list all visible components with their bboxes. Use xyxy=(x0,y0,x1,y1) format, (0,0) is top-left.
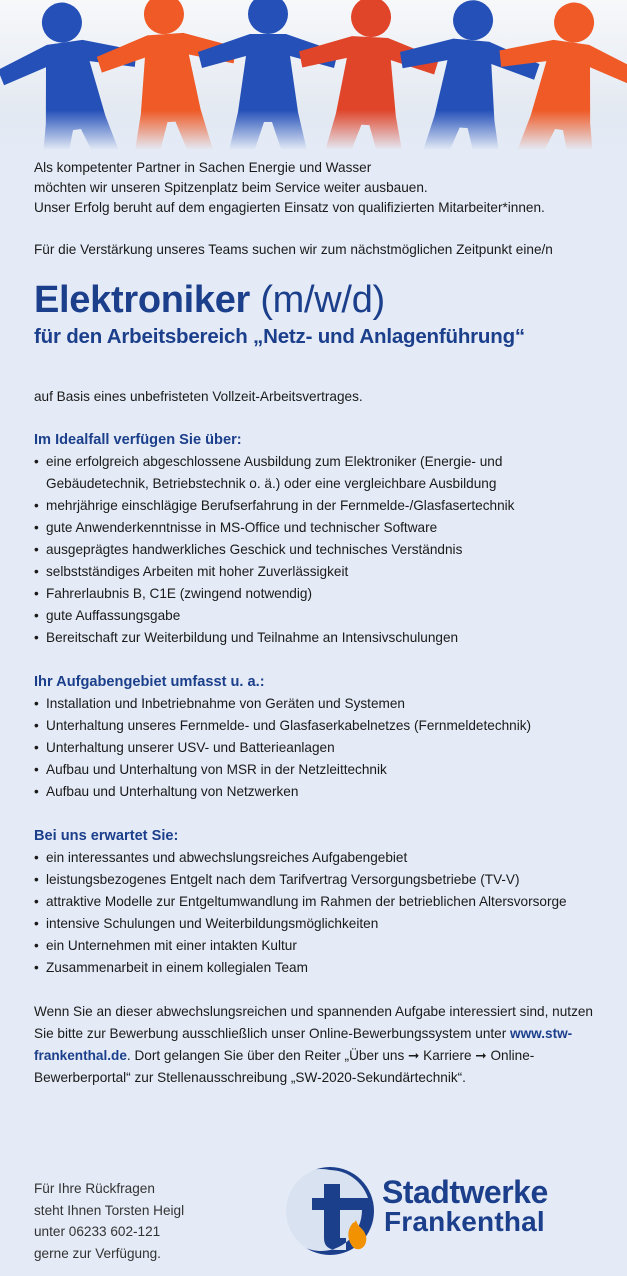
header-image xyxy=(0,0,627,150)
job-title xyxy=(34,278,604,322)
contact-line: Für Ihre Rückfragen xyxy=(34,1181,155,1196)
company-logo xyxy=(282,1162,602,1260)
intro-line: Als kompetenter Partner in Sachen Energie und Wasser xyxy=(34,160,372,175)
job-subtitle: für den Arbeitsbereich „Netz- und Anlagenführung“ xyxy=(34,325,525,348)
intro-line: Unser Erfolg beruht auf dem engagierten Einsatz von qualifizierten Mitarbeiter*innen. xyxy=(34,200,545,215)
contract-type: auf Basis eines unbefristeten Vollzeit-Arbeitsvertrages. xyxy=(34,389,363,404)
job-ad-content xyxy=(34,158,604,1089)
closing-text: Wenn Sie an dieser abwechslungsreichen und spannenden Aufgabe interessiert sind, nutzen Sie bitte zur Bewerbung ausschließlich unser Online-Bewerbungssystem unter xyxy=(34,1004,593,1041)
job-title-gender: (m/w/d) xyxy=(260,279,385,321)
list-item: • selbstständiges Arbeiten mit hoher Zuverlässigkeit xyxy=(34,561,604,583)
logo-emblem-icon xyxy=(282,1162,378,1260)
list-item: • mehrjährige einschlägige Berufserfahrung in der Fernmelde-/Glasfasertechnik xyxy=(34,495,604,517)
requirements-section xyxy=(34,429,604,649)
intro xyxy=(34,158,604,218)
requirements-list xyxy=(34,451,604,649)
list-item: • Unterhaltung unseres Fernmelde- und Glasfaserkabelnetzes (Fernmeldetechnik) xyxy=(34,715,604,737)
tasks-heading: Ihr Aufgabengebiet umfasst u. a.: xyxy=(34,674,265,690)
tasks-list xyxy=(34,693,604,803)
search-line: Für die Verstärkung unseres Teams suchen wir zum nächstmöglichen Zeitpunkt eine/n xyxy=(34,242,553,257)
list-item: • Unterhaltung unserer USV- und Batterieanlagen xyxy=(34,737,604,759)
contact-line: steht Ihnen Torsten Heigl xyxy=(34,1202,185,1218)
list-item: • Bereitschaft zur Weiterbildung und Teilnahme an Intensivschulungen xyxy=(34,627,604,649)
application-instructions xyxy=(34,1001,604,1089)
tasks-section xyxy=(34,671,604,803)
list-item: • ausgeprägtes handwerkliches Geschick und technisches Verständnis xyxy=(34,539,604,561)
contact-line: unter 06233 602-121 xyxy=(34,1224,161,1239)
list-item: • intensive Schulungen und Weiterbildungsmöglichkeiten xyxy=(34,913,604,935)
list-item: • Aufbau und Unterhaltung von MSR in der Netzleittechnik xyxy=(34,759,604,781)
list-item: • Aufbau und Unterhaltung von Netzwerken xyxy=(34,781,604,803)
requirements-heading: Im Idealfall verfügen Sie über: xyxy=(34,432,242,448)
list-item: • leistungsbezogenes Entgelt nach dem Tarifvertrag Versorgungsbetriebe (TV-V) xyxy=(34,869,604,891)
offers-section xyxy=(34,825,604,979)
logo-line-2: Frankenthal xyxy=(384,1206,545,1237)
intro-line: möchten wir unseren Spitzenplatz beim Service weiter ausbauen. xyxy=(34,180,428,195)
list-item: • ein interessantes und abwechslungsreiches Aufgabengebiet xyxy=(34,847,604,869)
website-link[interactable]: www.stw-frankenthal.de xyxy=(34,1026,573,1063)
list-item: • Fahrerlaubnis B, C1E (zwingend notwendig) xyxy=(34,583,604,605)
logo-line-1: Stadtwerke xyxy=(382,1174,548,1210)
list-item: • attraktive Modelle zur Entgeltumwandlung im Rahmen der betrieblichen Altersvorsorge xyxy=(34,891,604,913)
closing-text: . Dort gelangen Sie über den Reiter „Über uns ➞ Karriere ➞ Online-Bewerberportal“ zur Stellenausschreibung „SW-2020-Sekundärtechnik“. xyxy=(34,1048,535,1085)
list-item: • Zusammenarbeit in einem kollegialen Team xyxy=(34,957,604,979)
offers-heading: Bei uns erwartet Sie: xyxy=(34,828,179,844)
offers-list xyxy=(34,847,604,979)
list-item: • Installation und Inbetriebnahme von Geräten und Systemen xyxy=(34,693,604,715)
job-title-name: Elektroniker xyxy=(34,279,251,321)
contact-line: gerne zur Verfügung. xyxy=(34,1245,161,1261)
contact-info xyxy=(34,1178,184,1264)
list-item: • gute Anwenderkenntnisse in MS-Office und technischer Software xyxy=(34,517,604,539)
list-item: • eine erfolgreich abgeschlossene Ausbildung zum Elektroniker (Energie- und Gebäudetechnik, Betriebstechnik o. ä.) oder eine vergleichbare Ausbildung xyxy=(34,451,604,495)
list-item: • gute Auffassungsgabe xyxy=(34,605,604,627)
list-item: • ein Unternehmen mit einer intakten Kultur xyxy=(34,935,604,957)
